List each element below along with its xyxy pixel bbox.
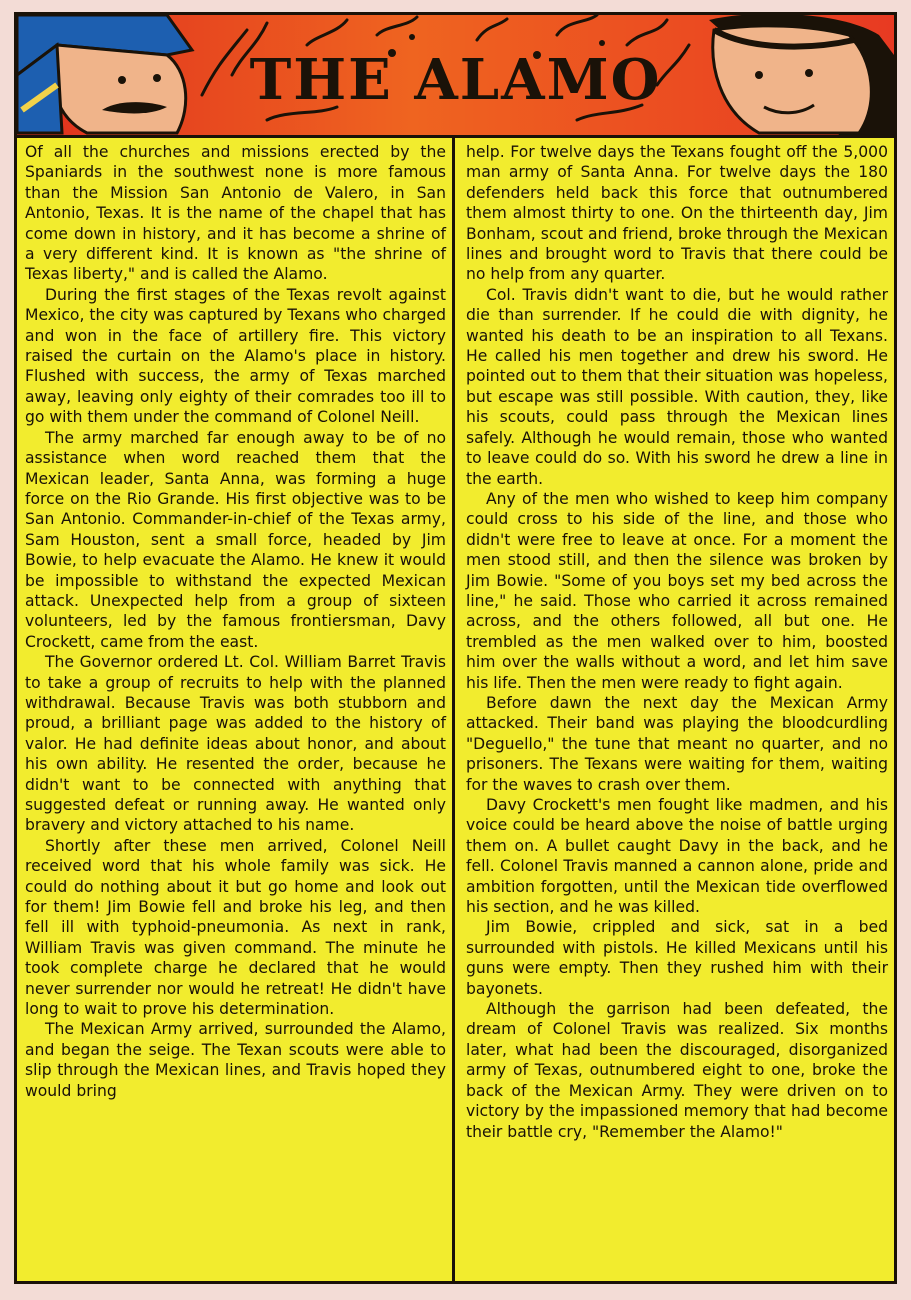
- right-column: [458, 138, 894, 1281]
- left-column: [17, 138, 455, 1281]
- paragraph: Before dawn the next day the Mexican Army attacked. Their band was playing the bloodcurdling "Deguello," the tune that meant no quarter, and no prisoners. The Texans were waiting for them, waiting for the waves to crash over them.: [466, 693, 888, 794]
- paragraph: The army marched far enough away to be of no assistance when word reached them that the Mexican leader, Santa Anna, was forming a huge force on the Rio Grande. His first objective was to be San Antonio. Commander-in-chief of the Texas army, Sam Houston, sent a small force, headed by Jim Bowie, to help evacuate the Alamo. He knew it would be impossible to withstand the expected Mexican attack. Unexpected help from a group of sixteen volunteers, led by the famous frontiersman, Davy Crockett, came from the east.: [25, 428, 446, 651]
- comic-page: [14, 12, 897, 1284]
- page-title: THE ALAMO: [249, 47, 662, 113]
- paragraph: Shortly after these men arrived, Colonel Neill received word that his whole family was sick. He could do nothing about it but go home and look out for them! Jim Bowie fell and broke his leg, and then fell ill with typhoid-pneumonia. As next in rank, William Travis was given command. The minute he took complete charge he declared that he would never surrender nor would he retreat! He didn't have long to wait to prove his determination.: [25, 836, 446, 1019]
- paragraph: Davy Crockett's men fought like madmen, and his voice could be heard above the noise of battle urging them on. A bullet caught Davy in the back, and he fell. Colonel Travis manned a cannon alone, pride and ambition forgotten, until the Mexican tide overflowed his section, and he was killed.: [466, 796, 888, 917]
- paragraph: Jim Bowie, crippled and sick, sat in a bed surrounded with pistols. He killed Mexicans until his guns were empty. Then they rushed him with their bayonets.: [466, 918, 888, 998]
- title-banner: [17, 15, 894, 138]
- paragraph: The Governor ordered Lt. Col. William Barret Travis to take a group of recruits to help with the planned withdrawal. Because Travis was both stubborn and proud, a brilliant page was added to the history of valor. He had definite ideas about honor, and about his own ability. He resented the order, because he didn't want to be connected with anything that suggested defeat or running away. He wanted only bravery and victory attached to his name.: [25, 653, 446, 835]
- paragraph: Any of the men who wished to keep him company could cross to his side of the line, and those who didn't were free to leave at once. For a moment the men stood still, and then the silence was broken by Jim Bowie. "Some of you boys set my bed across the line," he said. Those who carried it across remained across, and the others followed, all but one. He trembled as the men walked over to him, boosted him over the walls without a word, and let him save his life. Then the men were ready to fight again.: [466, 489, 888, 692]
- paragraph: During the first stages of the Texas revolt against Mexico, the city was captured by Texans who charged and won in the face of artillery fire. This victory raised the curtain on the Alamo's place in history. Flushed with success, the army of Texas marched away, leaving only eighty of their comrades too ill to go with them under the command of Colonel Neill.: [25, 285, 446, 427]
- paragraph: help. For twelve days the Texans fought off the 5,000 man army of Santa Anna. For twelve days the 180 defenders held back this force that outnumbered them almost thirty to one. On the thirteenth day, Jim Bonham, scout and friend, broke through the Mexican lines and brought word to Travis that there could be no help from any quarter.: [466, 143, 888, 284]
- paragraph: Although the garrison had been defeated, the dream of Colonel Travis was realized. Six months later, what had been the discouraged, disorganized army of Texas, outnumbered eight to one, broke the back of the Mexican Army. They were driven on to victory by the impassioned memory that had become their battle cry, "Remember the Alamo!": [466, 1000, 888, 1141]
- paragraph: Col. Travis didn't want to die, but he would rather die than surrender. If he could die with dignity, he wanted his death to be an inspiration to all Texans. He called his men together and drew his sword. He pointed out to them that their situation was hopeless, but escape was still possible. With caution, they, like his scouts, could pass through the Mexican lines safely. Although he would remain, those who wanted to leave could do so. With his sword he drew a line in the earth.: [466, 285, 888, 488]
- article-body: [17, 138, 894, 1281]
- paragraph: Of all the churches and missions erected by the Spaniards in the southwest none is more famous than the Mission San Antonio de Valero, in San Antonio, Texas. It is the name of the chapel that has come down in history, and it has become a shrine of a very different kind. It is known as "the shrine of Texas liberty," and is called the Alamo.: [25, 143, 446, 284]
- paragraph: The Mexican Army arrived, surrounded the Alamo, and began the seige. The Texan scouts were able to slip through the Mexican lines, and Travis hoped they would bring: [25, 1020, 446, 1100]
